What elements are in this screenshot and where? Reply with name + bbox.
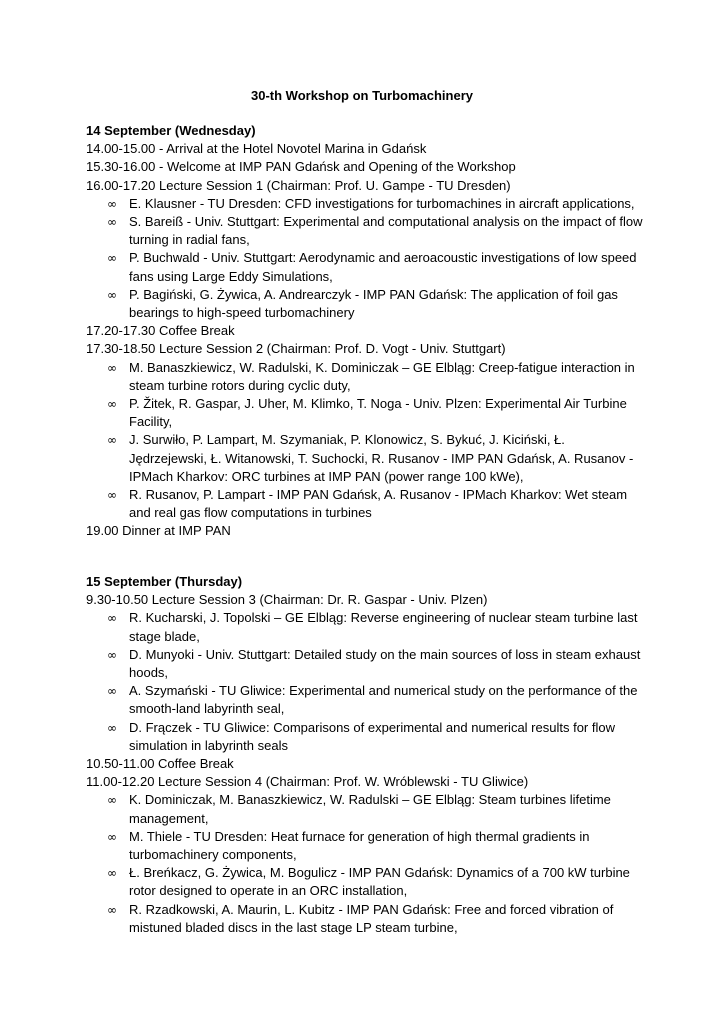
day-heading: 14 September (Wednesday) (86, 123, 256, 138)
talk-text: K. Dominiczak, M. Banaszkiewicz, W. Radulski – GE Elbląg: Steam turbines lifetime management, (129, 792, 611, 826)
talk-item (86, 719, 646, 755)
day-section-wednesday (86, 122, 646, 541)
talk-item (86, 486, 646, 522)
schedule-line: 9.30-10.50 Lecture Session 3 (Chairman: Dr. R. Gaspar - Univ. Plzen) (86, 592, 488, 608)
talk-item (86, 195, 646, 213)
talk-text: R. Rzadkowski, A. Maurin, L. Kubitz - IMP PAN Gdańsk: Free and forced vibration of mistuned bladed discs in the last stage LP steam turbine, (129, 901, 614, 935)
talk-list (86, 195, 646, 322)
talk-text: R. Kucharski, J. Topolski – GE Elbląg: Reverse engineering of nuclear steam turbine last stage blade, (129, 610, 638, 644)
infinity-bullet-icon: ∞ (107, 251, 117, 266)
day-heading: 15 September (Thursday) (86, 574, 243, 589)
talk-item (86, 682, 646, 718)
talk-item (86, 431, 646, 486)
day-section-thursday (86, 573, 646, 937)
infinity-bullet-icon: ∞ (107, 902, 117, 917)
talk-text: P. Bagiński, G. Żywica, A. Andrearczyk - IMP PAN Gdańsk: The application of foil gas bearings to high-speed turbomachinery (129, 286, 618, 321)
talk-item (86, 395, 646, 431)
infinity-bullet-icon: ∞ (107, 215, 117, 230)
infinity-bullet-icon: ∞ (107, 196, 117, 211)
schedule-line: 19.00 Dinner at IMP PAN (86, 523, 231, 539)
infinity-bullet-icon: ∞ (107, 488, 117, 503)
talk-text: A. Szymański - TU Gliwice: Experimental and numerical study on the performance of the smooth-land labyrinth seal, (129, 683, 638, 717)
document-title: 30-th Workshop on Turbomachinery (251, 88, 473, 103)
talk-text: S. Bareiß - Univ. Stuttgart: Experimental and computational analysis on the impact of flow turning in radial fans, (129, 214, 643, 248)
talk-item (86, 791, 646, 827)
talk-text: E. Klausner - TU Dresden: CFD investigations for turbomachines in aircraft applications, (129, 195, 635, 211)
infinity-bullet-icon: ∞ (107, 720, 117, 735)
talk-item (86, 286, 646, 322)
schedule-line: 10.50-11.00 Coffee Break (86, 756, 234, 772)
talk-item (86, 901, 646, 937)
talk-text: D. Munyoki - Univ. Stuttgart: Detailed study on the main sources of loss in steam exhaust hoods, (129, 646, 641, 681)
talk-text: P. Buchwald - Univ. Stuttgart: Aerodynamic and aeroacoustic investigations of low speed fans using Large Eddy Simulations, (129, 250, 637, 284)
talk-text: R. Rusanov, P. Lampart - IMP PAN Gdańsk, A. Rusanov - IPMach Kharkov: Wet steam and real gas flow computations in turbines (129, 487, 628, 521)
schedule-line: 17.20-17.30 Coffee Break (86, 323, 235, 339)
schedule-line: 14.00-15.00 - Arrival at the Hotel Novotel Marina in Gdańsk (86, 141, 427, 157)
infinity-bullet-icon: ∞ (107, 647, 117, 662)
infinity-bullet-icon: ∞ (107, 829, 117, 844)
talk-list (86, 791, 646, 937)
talk-text: Ł. Breńkacz, G. Żywica, M. Bogulicz - IMP PAN Gdańsk: Dynamics of a 700 kW turbine rotor designed to operate in an ORC installation, (129, 865, 630, 899)
talk-text: M. Thiele - TU Dresden: Heat furnace for generation of high thermal gradients in turbomachinery components, (129, 828, 590, 863)
infinity-bullet-icon: ∞ (107, 397, 117, 412)
talk-item (86, 249, 646, 285)
schedule-line: 15.30-16.00 - Welcome at IMP PAN Gdańsk and Opening of the Workshop (86, 159, 516, 175)
schedule-line: 17.30-18.50 Lecture Session 2 (Chairman: Prof. D. Vogt - Univ. Stuttgart) (86, 341, 506, 357)
talk-item (86, 864, 646, 900)
talk-item (86, 646, 646, 682)
infinity-bullet-icon: ∞ (107, 866, 117, 881)
talk-item (86, 609, 646, 645)
talk-text: M. Banaszkiewicz, W. Radulski, K. Dominiczak – GE Elbląg: Creep-fatigue interaction in steam turbine rotors during cyclic duty, (129, 359, 635, 393)
schedule-line: 16.00-17.20 Lecture Session 1 (Chairman: Prof. U. Gampe - TU Dresden) (86, 177, 511, 193)
talk-text: J. Surwiło, P. Lampart, M. Szymaniak, P. Klonowicz, S. Bykuć, J. Kiciński, Ł. Jędrzejewski, Ł. Witanowski, T. Suchocki, R. Rusanov - IMP PAN Gdańsk, A. Rusanov - IPMach Kharkov: ORC turbines at IMP PAN (power range 100 kWe), (129, 432, 634, 484)
talk-list (86, 359, 646, 523)
schedule-line: 11.00-12.20 Lecture Session 4 (Chairman: Prof. W. Wróblewski - TU Gliwice) (86, 774, 529, 790)
infinity-bullet-icon: ∞ (107, 793, 117, 808)
talk-item (86, 213, 646, 249)
infinity-bullet-icon: ∞ (107, 287, 117, 302)
infinity-bullet-icon: ∞ (107, 433, 117, 448)
talk-text: P. Žitek, R. Gaspar, J. Uher, M. Klimko, T. Noga - Univ. Plzen: Experimental Air Turbine Facility, (129, 396, 627, 430)
infinity-bullet-icon: ∞ (107, 684, 117, 699)
talk-item (86, 359, 646, 395)
infinity-bullet-icon: ∞ (107, 611, 117, 626)
talk-list (86, 609, 646, 755)
talk-item (86, 828, 646, 864)
infinity-bullet-icon: ∞ (107, 360, 117, 375)
talk-text: D. Frączek - TU Gliwice: Comparisons of experimental and numerical results for flow simulation in labyrinth seals (129, 719, 615, 753)
